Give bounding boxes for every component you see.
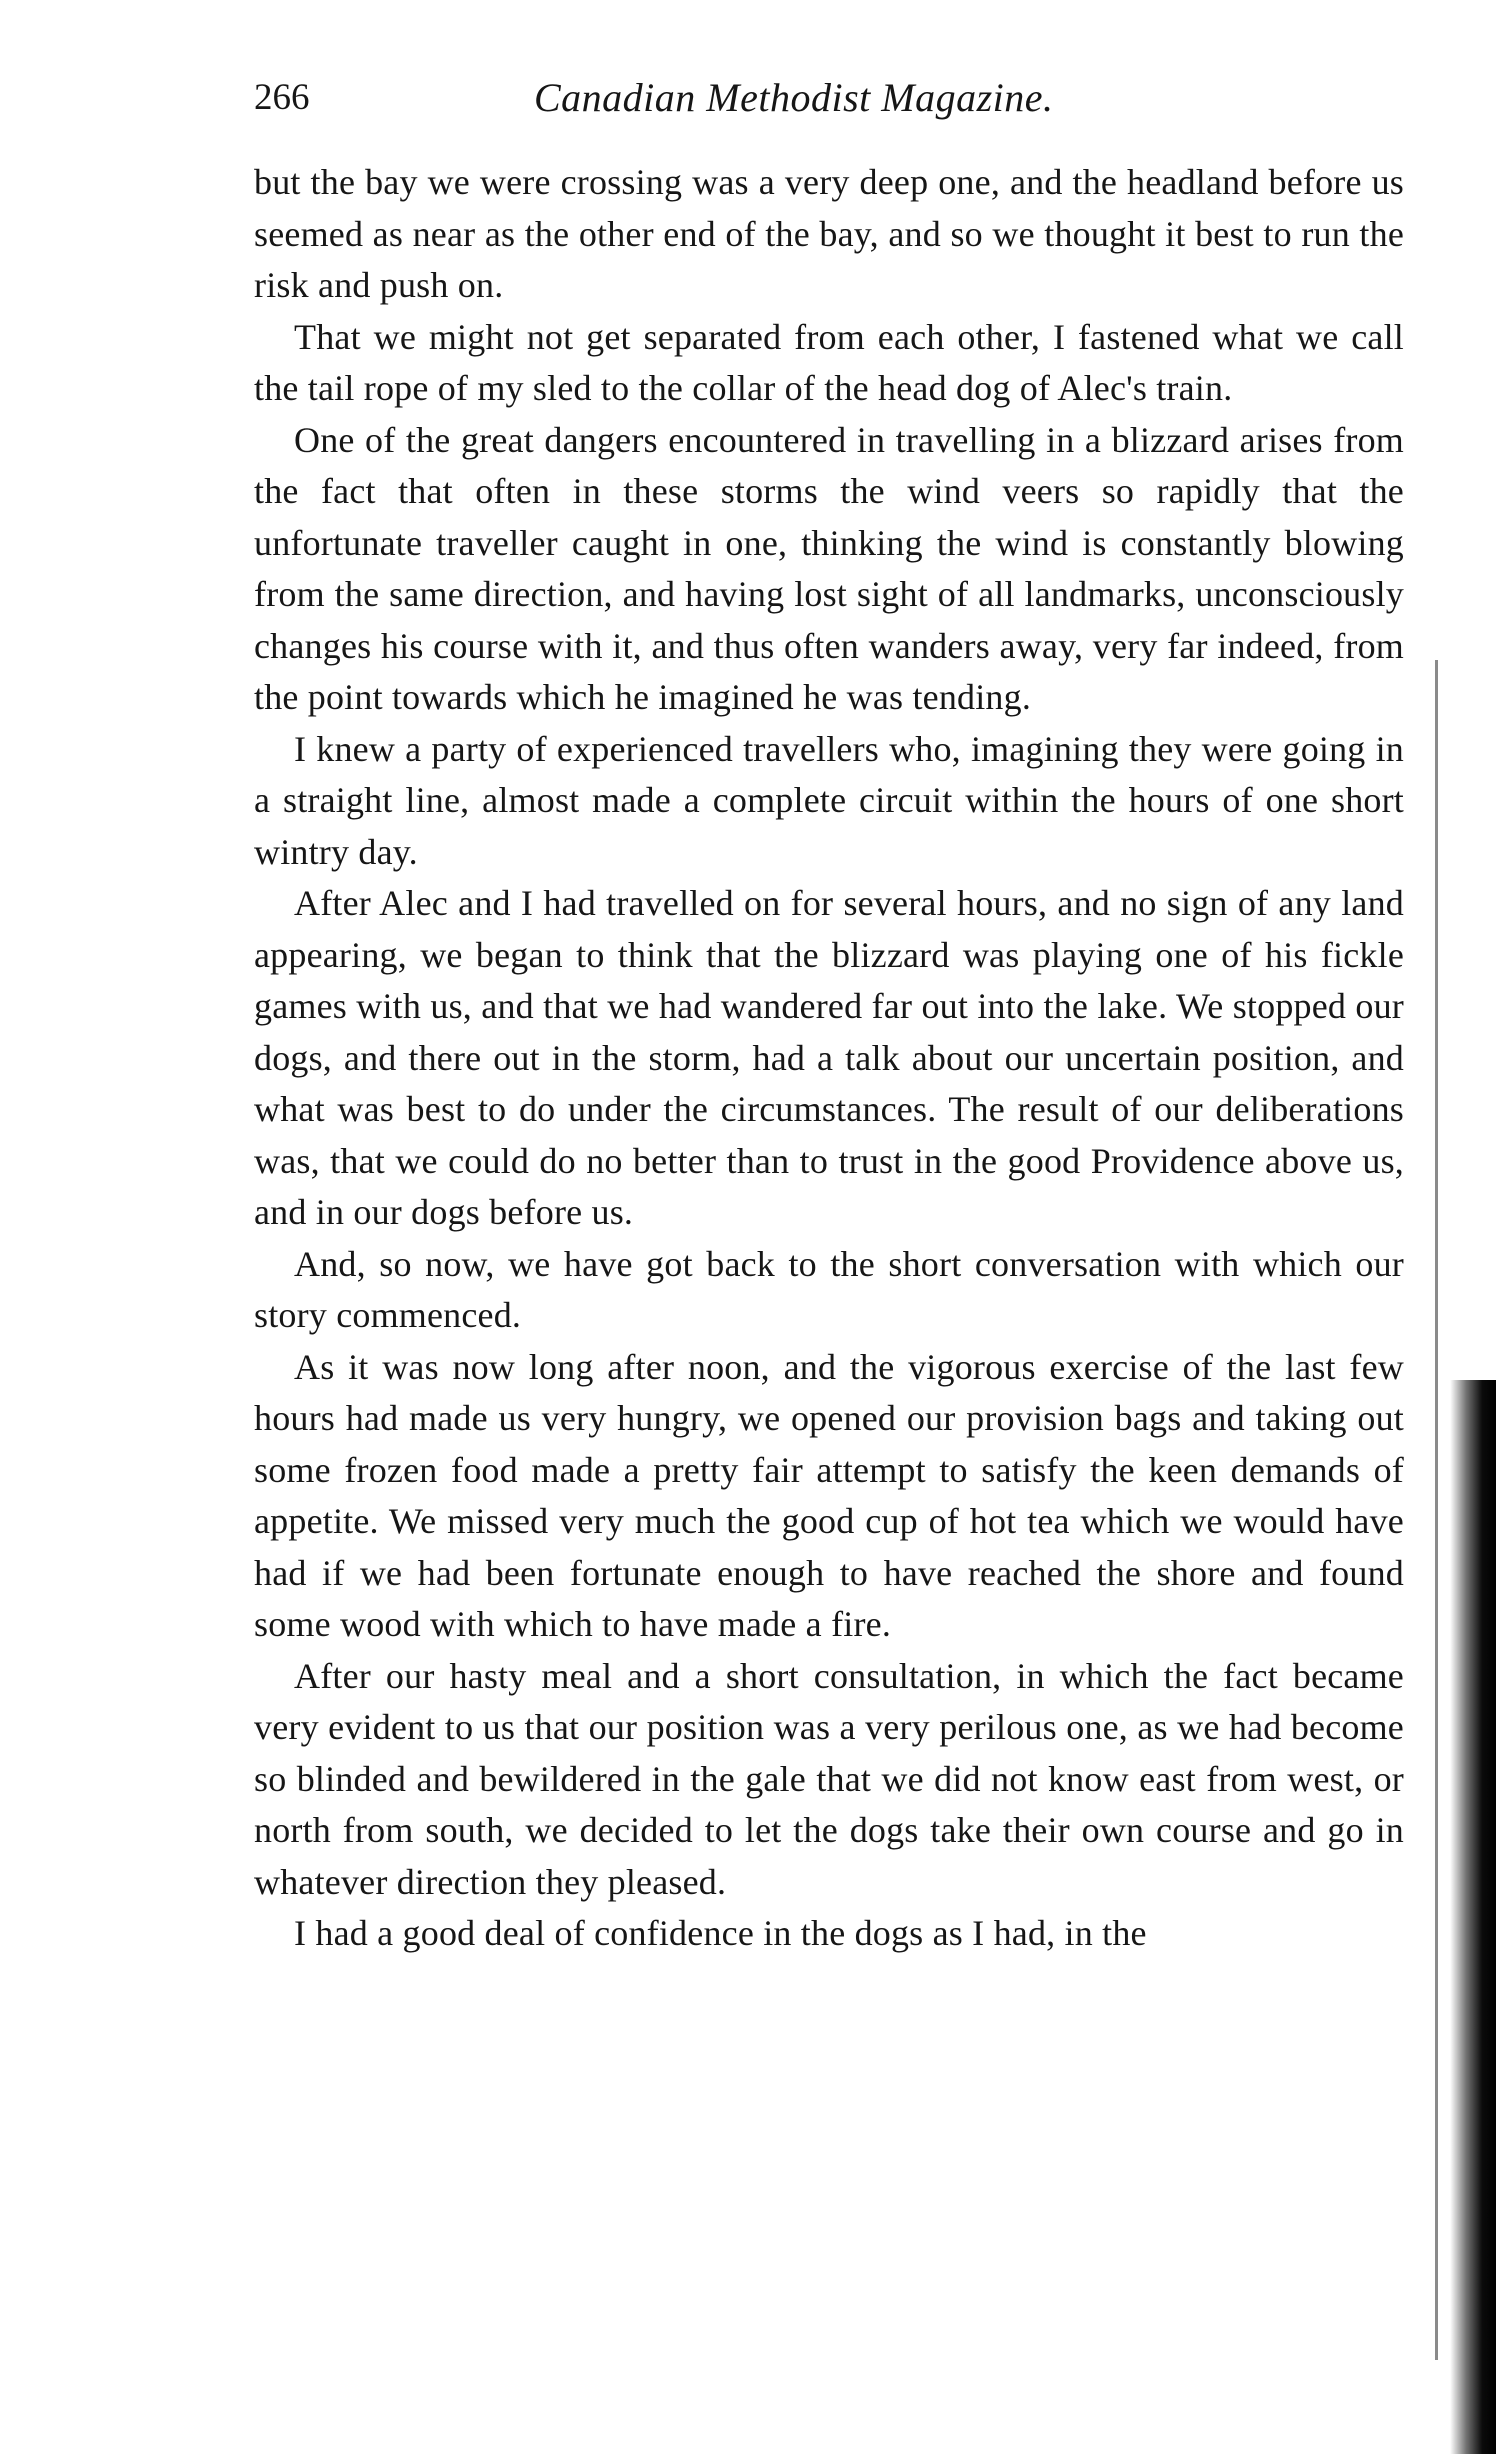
page-gutter-line <box>1435 660 1438 2360</box>
paragraph: but the bay we were crossing was a very deep one, and the headland before us seemed as near as the other end of the bay, and so we thought it best to run the risk and push on. <box>254 162 1404 305</box>
body-text <box>254 157 1404 1960</box>
paragraph: And, so now, we have got back to the short conversation with which our story commenced. <box>254 1243 1404 1335</box>
paragraph: One of the great dangers encountered in travelling in a blizzard arises from the fact that often in these storms the wind veers so rapidly that the unfortunate traveller caught in one, thinking the wind is constantly blowing from the same direction, and having lost sight of all landmarks, unconsciously changes his course with it, and thus often wanders away, very far indeed, from the point towards which he imagined he was tending. <box>254 419 1404 717</box>
paragraph: That we might not get separated from each other, I fastened what we call the tail rope of my sled to the collar of the head dog of Alec's train. <box>254 316 1404 408</box>
page-spine-shadow <box>1450 1380 1496 2454</box>
paragraph: After our hasty meal and a short consultation, in which the fact became very evident to us that our position was a very perilous one, as we had become so blinded and bewildered in the gale that we did not know east from west, or north from south, we decided to let the dogs take their own course and go in whatever direction they pleased. <box>254 1655 1404 1902</box>
page-header <box>254 68 1404 128</box>
paragraph: I had a good deal of confidence in the dogs as I had, in the <box>294 1913 1147 1953</box>
page-number: 266 <box>254 77 310 118</box>
paragraph: As it was now long after noon, and the vigorous exercise of the last few hours had made us very hungry, we opened our provision bags and taking out some frozen food made a pretty fair attempt to satisfy the keen demands of appetite. We missed very much the good cup of hot tea which we would have had if we had been fortunate enough to have reached the shore and found some wood with which to have made a fire. <box>254 1346 1404 1644</box>
paragraph: I knew a party of experienced travellers who, imagining they were going in a straight line, almost made a complete circuit within the hours of one short wintry day. <box>254 728 1404 872</box>
paragraph: After Alec and I had travelled on for several hours, and no sign of any land appearing, we began to think that the blizzard was playing one of his fickle games with us, and that we had wandered far out into the lake. We stopped our dogs, and there out in the storm, had a talk about our uncertain position, and what was best to do under the circumstances. The result of our deliberations was, that we could do no better than to trust in the good Providence above us, and in our dogs before us. <box>254 883 1404 1232</box>
running-title: Canadian Methodist Magazine. <box>534 75 1054 120</box>
